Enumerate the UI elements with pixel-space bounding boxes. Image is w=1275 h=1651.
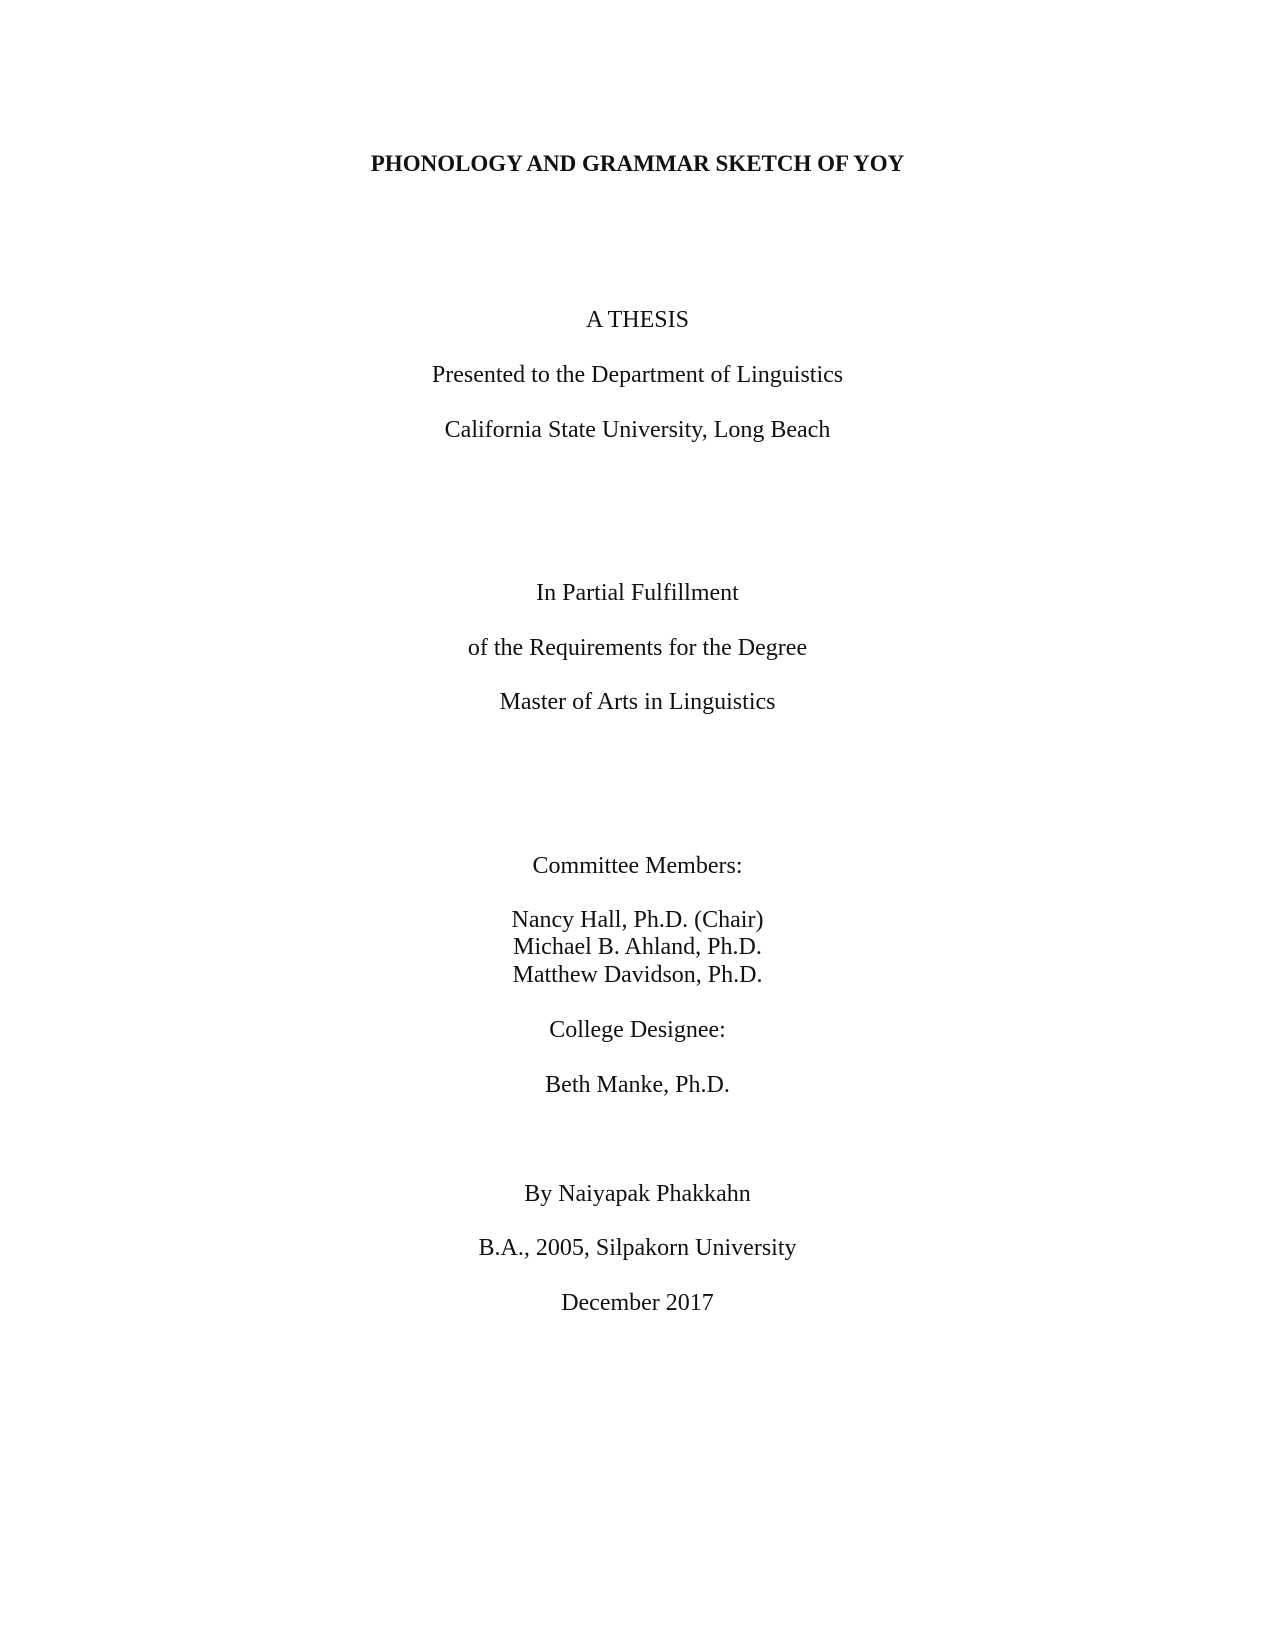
committee-member: Michael B. Ahland, Ph.D. [513,934,762,960]
presented-to-line: Presented to the Department of Linguistics [431,362,844,388]
committee-member: Nancy Hall, Ph.D. (Chair) [511,907,764,933]
thesis-label: A THESIS [586,307,689,333]
university-line: California State University, Long Beach [444,417,831,443]
date-line: December 2017 [561,1290,714,1316]
college-designee-heading: College Designee: [549,1017,726,1043]
fulfillment-line-2: of the Requirements for the Degree [467,635,808,661]
degree-line: Master of Arts in Linguistics [499,689,776,715]
thesis-title: PHONOLOGY AND GRAMMAR SKETCH OF YOY [370,151,905,176]
committee-heading: Committee Members: [532,853,743,879]
fulfillment-line-1: In Partial Fulfillment [536,580,739,606]
prior-degree-line: B.A., 2005, Silpakorn University [478,1235,797,1261]
college-designee-name: Beth Manke, Ph.D. [545,1072,730,1098]
author-line: By Naiyapak Phakkahn [524,1181,751,1207]
committee-member: Matthew Davidson, Ph.D. [512,962,763,988]
